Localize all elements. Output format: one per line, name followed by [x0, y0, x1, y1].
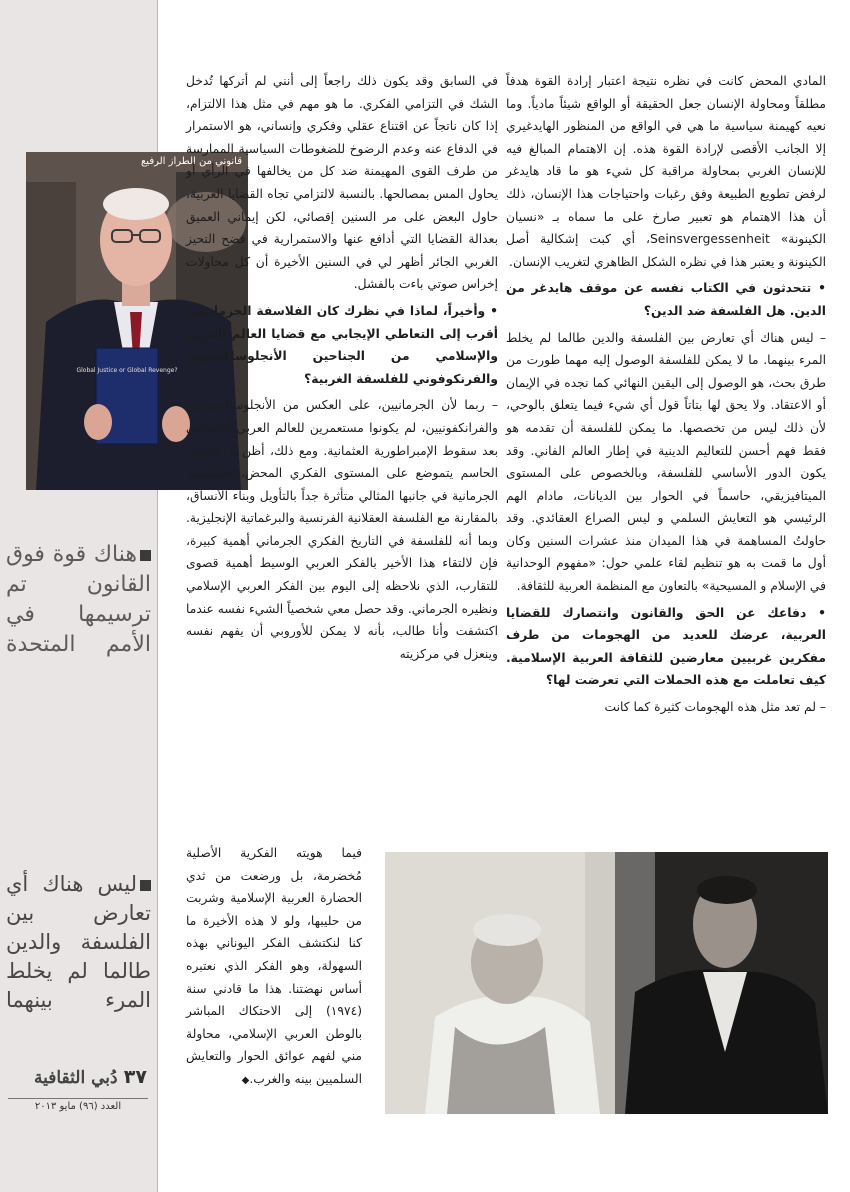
archive-illustration [385, 852, 828, 1114]
text-column-middle [186, 70, 498, 669]
magazine-logo: دُبي الثقافية [34, 1068, 118, 1088]
paragraph: المادي المحض كانت في نظره نتيجة اعتبار إرادة القوة هدفاً مطلقاً ومحاولة الإنسان جعل الحقيقة أو الواقع شيئاً مادياً. وما نعيه كهيمنة سياسية ما هي في الواقع من المنظور الهايدغيري إلا الجانب الأقصى لإرادة القوة هذه. إن الاهتمام المبالغ فيه للإنسان الغربي بمحاولة مراقبة كل شيء هو ما قاد هايدغر لرفض تطويع الطبيعة وفق رغبات واحتياجات هذا الإنسان، ذلك أن هذا الاهتمام هو تعبير صارخ على ما سماه بـ «نسيان الكينونة» Seinsvergessenheit، أي كبت إشكالية أصل الكينونة و يعتبر هذا في نظره الشكل الظاهري لتغريب الإنسان. [506, 74, 826, 269]
archive-photo [385, 852, 828, 1114]
pull-quote-1: هناك قوة فوق القانون تم ترسيمها في الأمم المتحدة [6, 542, 151, 657]
interview-question: • تتحدثون في الكتاب نفسه عن موقف هايدغر من الدين. هل الفلسفة ضد الدين؟ [506, 281, 826, 318]
interview-question: • وأخيراً، لماذا في نظرك كان الفلاسفة الجرمانيون أقرب إلى التعاطي الإيجابي مع قضايا العالم العربي والإسلامي من الجناحين الأنجلوساكسوني والفرنكوفوني للفلسفة الغربية؟ [186, 303, 498, 386]
interview-question: • دفاعك عن الحق والقانون وانتصارك للقضايا العربية، عرضك للعديد من الهجومات من طرف مفكرين غربيين معارضين للثقافة العربية الإسلامية. كيف تعاملت مع هذه الحملات التي تعرضت لها؟ [506, 605, 826, 688]
book-title: Global Justice or Global Revenge? [76, 367, 178, 374]
interview-answer: – ليس هناك أي تعارض بين الفلسفة والدين طالما لم يخلط المرء بينهما. ما لا يمكن للفلسفة الوصول إليه مهما طورت من طرق بحث، هو الوصول إلى اليقين النهائي كما نجده في الإيمان أو الاعتقاد. ولا يحق لها بتاتاً قول أي شيء فيما يتعلق بالوحي، لأن ذلك ليس من تخصصها. ما يمكن للفلسفة أن تقدمه هو فقط فهم أحسن للتعاليم الدينية في إطار العالم الفاني. وقد يكون الدور الأساسي للفلسفة، وبالخصوص على المستوى الميتافيزيقي، حاسماً في الحوار بين الديانات، مادام الهم الرئيسي هو التعايش السلمي و ليس الصراع العقائدي. وقد حاولتُ المساهمة في هذا الميدان منذ عشرات السنين وكان أول ما قمت به هو تنظيم لقاء علمي حول: «مفهوم الوحدانية في الإسلام و المسيحية» بالتعاون مع المنظمة العربية للثقافة. [506, 330, 826, 594]
square-bullet-icon [140, 550, 151, 561]
interview-answer: – ربما لأن الجرمانيين، على العكس من الأنجلوساكسونيين والفرانكفونيين، لم يكونوا مستعمرين للعالم العربي الإسلامي بعد سقوط الإمبراطورية العثمانية. ومع ذلك، أظن أن العامل الحاسم يتموضع على المستوى الفكري المحض، فالفلسفة الجرمانية في جانبها المثالي متأثرة جداً بالتأويل وبناء الأنساق، بالمقارنة مع الفلسفة العقلانية الفرنسية والبرغماتية الإنجليزية. وبما أنه للفلسفة في التاريخ الفكري الجرماني أهمية كبيرة، فإن لالتقاء هذا الأخير بالفكر العربي الوسيط أهمية قصوى للتقارب، الذي نلاحظه إلى اليوم بين الفكر العربي الإسلامي ونظيره الجرماني. وقد حصل معي شخصياً الشيء نفسه عندما اكتشفت وأنا طالب، بأنه لا يمكن للأوروبي أن يفهم نفسه وينعزل في مركزيته [186, 398, 498, 661]
text-column-right [506, 70, 826, 723]
paragraph: في السابق وقد يكون ذلك راجعاً إلى أنني لم أتركها تُدخل الشك في التزامي الفكري. ما هو مهم في مثل هذا الالتزام، إذا كان ناتجاً عن اقتناع عقلي وفكري وإنساني، هو الاستمرار في الدفاع عنه وعدم الرضوخ للضغوطات السياسية الممارسة من طرف القوى المهيمنة ضد كل من يخالفها في الرأي أو يحاول المس بمصالحها. بالنسبة لالتزامي تجاه القضايا العربية، حاول البعض على مر السنين إقصائي، لكن إيماني العميق بعدالة القضايا التي أدافع عنها والاستمرارية في فضح التحيز الغربي الجائر أظهر لي في السنين الأخيرة أن كل محاولات إخراس صوتي باءت بالفشل. [186, 74, 498, 292]
issue-info: العدد (٩٦) مايو ٢٠١٣ [8, 1098, 148, 1112]
photo-caption: قانوني من الطراز الرفيع [140, 156, 242, 167]
pull-quote-2: ليس هناك أي تعارض بين الفلسفة والدين طالما لم يخلط المرء بينهما [6, 872, 151, 1012]
square-bullet-icon [140, 880, 151, 891]
interview-answer: – لم تعد مثل هذه الهجومات كثيرة كما كانت [604, 700, 826, 715]
end-mark-icon: ◆ [241, 1074, 250, 1086]
paragraph: فيما هويته الفكرية الأصلية مُخضرمة، بل ورضعت من ثدي الحضارة العربية الإسلامية وشربت من حليبها، ولو لا هذه الأخيرة ما كنا لنكتشف الفكر اليوناني بهذه السهولة، وهو الفكر الذي نعتبره أساس نهضتنا. هذا ما قادني سنة (١٩٧٤) إلى الاحتكاك المباشر بالوطن العربي الإسلامي، محاولة مني لفهم عوائق الحوار والتعايش السلميين بينه والغرب.◆ [186, 846, 362, 1086]
page-number: ٣٧ [123, 1066, 147, 1088]
text-column-middle-lower [186, 842, 362, 1097]
